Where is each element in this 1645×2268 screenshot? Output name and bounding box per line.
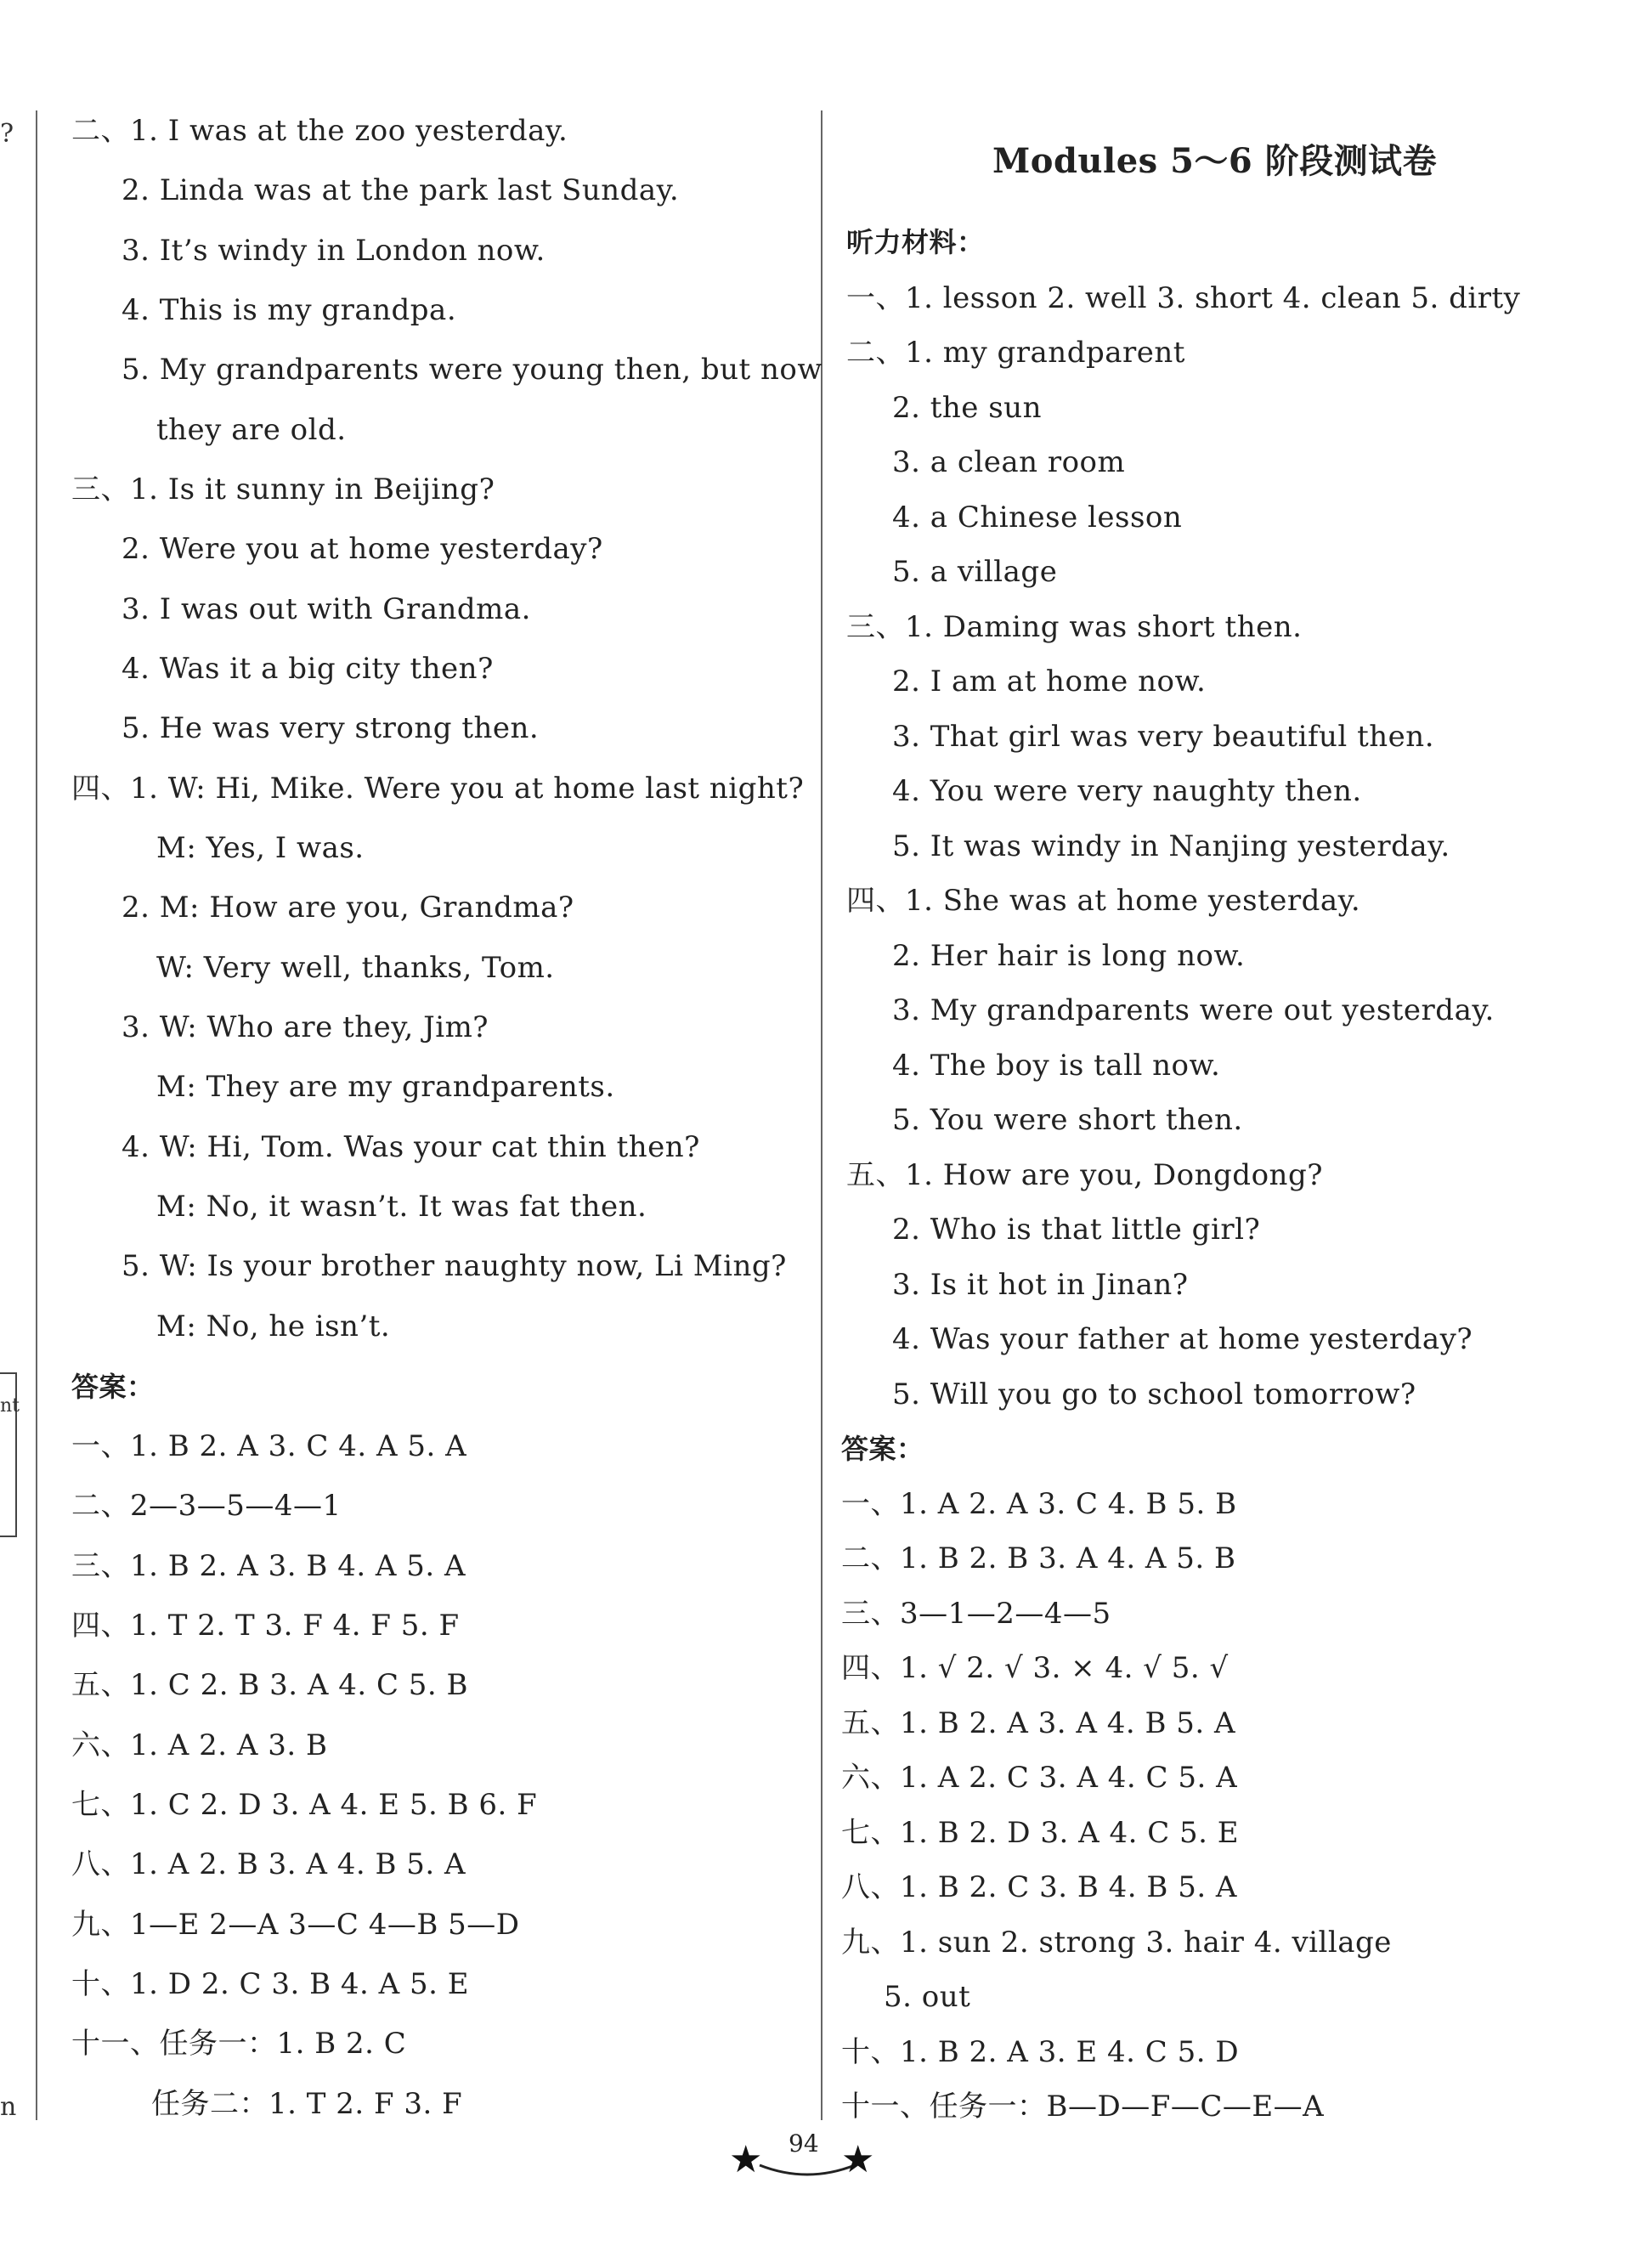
page-number: 94 xyxy=(789,2129,819,2158)
star-icon: ★ xyxy=(841,2138,875,2181)
left-line: M: No, it wasn’t. It was fat then. xyxy=(156,1190,647,1224)
answers-heading: 答案： xyxy=(841,1433,924,1465)
left-line: 3. It’s windy in London now. xyxy=(122,234,546,268)
right-line: 5. It was windy in Nanjing yesterday. xyxy=(892,829,1450,863)
left-line: 九、1—E 2—A 3—C 4—B 5—D xyxy=(71,1908,520,1942)
left-line: 四、1. W: Hi, Mike. Were you at home last night? xyxy=(71,772,805,806)
left-line: 四、1. T 2. T 3. F 4. F 5. F xyxy=(71,1609,460,1643)
right-line: 3. My grandparents were out yesterday. xyxy=(892,993,1495,1027)
left-line: 5. He was very strong then. xyxy=(122,711,540,745)
right-line: 七、1. B 2. D 3. A 4. C 5. E xyxy=(841,1816,1240,1850)
right-line: 5. out xyxy=(884,1980,971,2014)
left-line: 二、2—3—5—4—1 xyxy=(71,1489,342,1523)
right-line: 2. Her hair is long now. xyxy=(892,939,1246,973)
right-line: 四、1. √ 2. √ 3. × 4. √ 5. √ xyxy=(841,1651,1229,1685)
right-line: 五、1. B 2. A 3. A 4. B 5. A xyxy=(841,1706,1236,1740)
left-line: 一、1. B 2. A 3. C 4. A 5. A xyxy=(71,1429,467,1463)
left-line: 4. Was it a big city then? xyxy=(122,652,494,686)
right-line: 四、1. She was at home yesterday. xyxy=(846,884,1361,918)
right-line: 八、1. B 2. C 3. B 4. B 5. A xyxy=(841,1870,1237,1904)
right-line: 一、1. A 2. A 3. C 4. B 5. B xyxy=(841,1487,1237,1521)
right-line: 4. a Chinese lesson xyxy=(892,501,1183,534)
right-line: 二、1. B 2. B 3. A 4. A 5. B xyxy=(841,1541,1236,1575)
right-line: 5. a village xyxy=(892,555,1058,589)
page-title: Modules 5～6 阶段测试卷 xyxy=(992,141,1438,181)
right-line: 5. Will you go to school tomorrow? xyxy=(892,1377,1416,1411)
left-line: 三、1. B 2. A 3. B 4. A 5. A xyxy=(71,1549,466,1583)
left-line: 八、1. A 2. B 3. A 4. B 5. A xyxy=(71,1847,466,1881)
column-divider xyxy=(821,110,822,2120)
left-line: 五、1. C 2. B 3. A 4. C 5. B xyxy=(71,1668,469,1702)
right-line: 3. a clean room xyxy=(892,445,1126,479)
left-line: M: They are my grandparents. xyxy=(156,1070,615,1104)
left-line: 5. W: Is your brother naughty now, Li Ming? xyxy=(122,1249,787,1283)
star-icon: ★ xyxy=(729,2138,763,2181)
left-line: 3. W: Who are they, Jim? xyxy=(122,1010,489,1044)
right-line: 3. Is it hot in Jinan? xyxy=(892,1268,1189,1302)
right-line: 五、1. How are you, Dongdong? xyxy=(846,1158,1323,1192)
left-line: 2. M: How are you, Grandma? xyxy=(122,891,574,925)
right-line: 九、1. sun 2. strong 3. hair 4. village xyxy=(841,1926,1392,1960)
edge-fragment: nt xyxy=(0,1395,20,1417)
listening-heading: 听力材料： xyxy=(846,226,985,258)
left-line: 2. Were you at home yesterday? xyxy=(122,532,603,566)
right-line: 十、1. B 2. A 3. E 4. C 5. D xyxy=(841,2035,1240,2069)
left-line: M: Yes, I was. xyxy=(156,831,365,865)
edge-fragment: ? xyxy=(0,119,14,149)
right-line: 3. That girl was very beautiful then. xyxy=(892,720,1435,754)
answers-heading: 答案： xyxy=(71,1371,155,1403)
right-line: 4. You were very naughty then. xyxy=(892,774,1362,808)
left-line: 二、1. I was at the zoo yesterday. xyxy=(71,114,568,148)
right-line: 2. I am at home now. xyxy=(892,665,1207,698)
left-line: 三、1. Is it sunny in Beijing? xyxy=(71,472,495,506)
edge-fragment: n xyxy=(0,2092,17,2122)
left-line: they are old. xyxy=(156,413,347,447)
left-line: M: No, he isn’t. xyxy=(156,1309,391,1343)
right-line: 5. You were short then. xyxy=(892,1103,1243,1137)
right-line: 三、3—1—2—4—5 xyxy=(841,1597,1111,1631)
left-line: 4. This is my grandpa. xyxy=(122,293,457,327)
right-line: 三、1. Daming was short then. xyxy=(846,610,1303,644)
left-margin-rule xyxy=(36,110,37,2120)
left-line: 4. W: Hi, Tom. Was your cat thin then? xyxy=(122,1130,700,1164)
left-line: 2. Linda was at the park last Sunday. xyxy=(122,173,680,207)
left-line: 十、1. D 2. C 3. B 4. A 5. E xyxy=(71,1967,470,2001)
right-line: 六、1. A 2. C 3. A 4. C 5. A xyxy=(841,1761,1238,1795)
right-line: 十一、任务一：B—D—F—C—E—A xyxy=(841,2090,1325,2124)
right-line: 2. the sun xyxy=(892,391,1042,425)
left-line: 七、1. C 2. D 3. A 4. E 5. B 6. F xyxy=(71,1788,538,1822)
left-line: 任务二：1. T 2. F 3. F xyxy=(151,2087,463,2121)
left-line: 十一、任务一：1. B 2. C xyxy=(71,2027,407,2061)
left-line: 5. My grandparents were young then, but now xyxy=(122,353,822,387)
right-line: 二、1. my grandparent xyxy=(846,336,1185,370)
right-line: 4. The boy is tall now. xyxy=(892,1049,1221,1083)
left-line: W: Very well, thanks, Tom. xyxy=(156,951,555,985)
right-line: 一、1. lesson 2. well 3. short 4. clean 5. dirty xyxy=(846,281,1521,315)
right-line: 2. Who is that little girl? xyxy=(892,1213,1261,1247)
right-line: 4. Was your father at home yesterday? xyxy=(892,1322,1473,1356)
left-line: 六、1. A 2. A 3. B xyxy=(71,1728,328,1762)
left-line: 3. I was out with Grandma. xyxy=(122,592,531,626)
